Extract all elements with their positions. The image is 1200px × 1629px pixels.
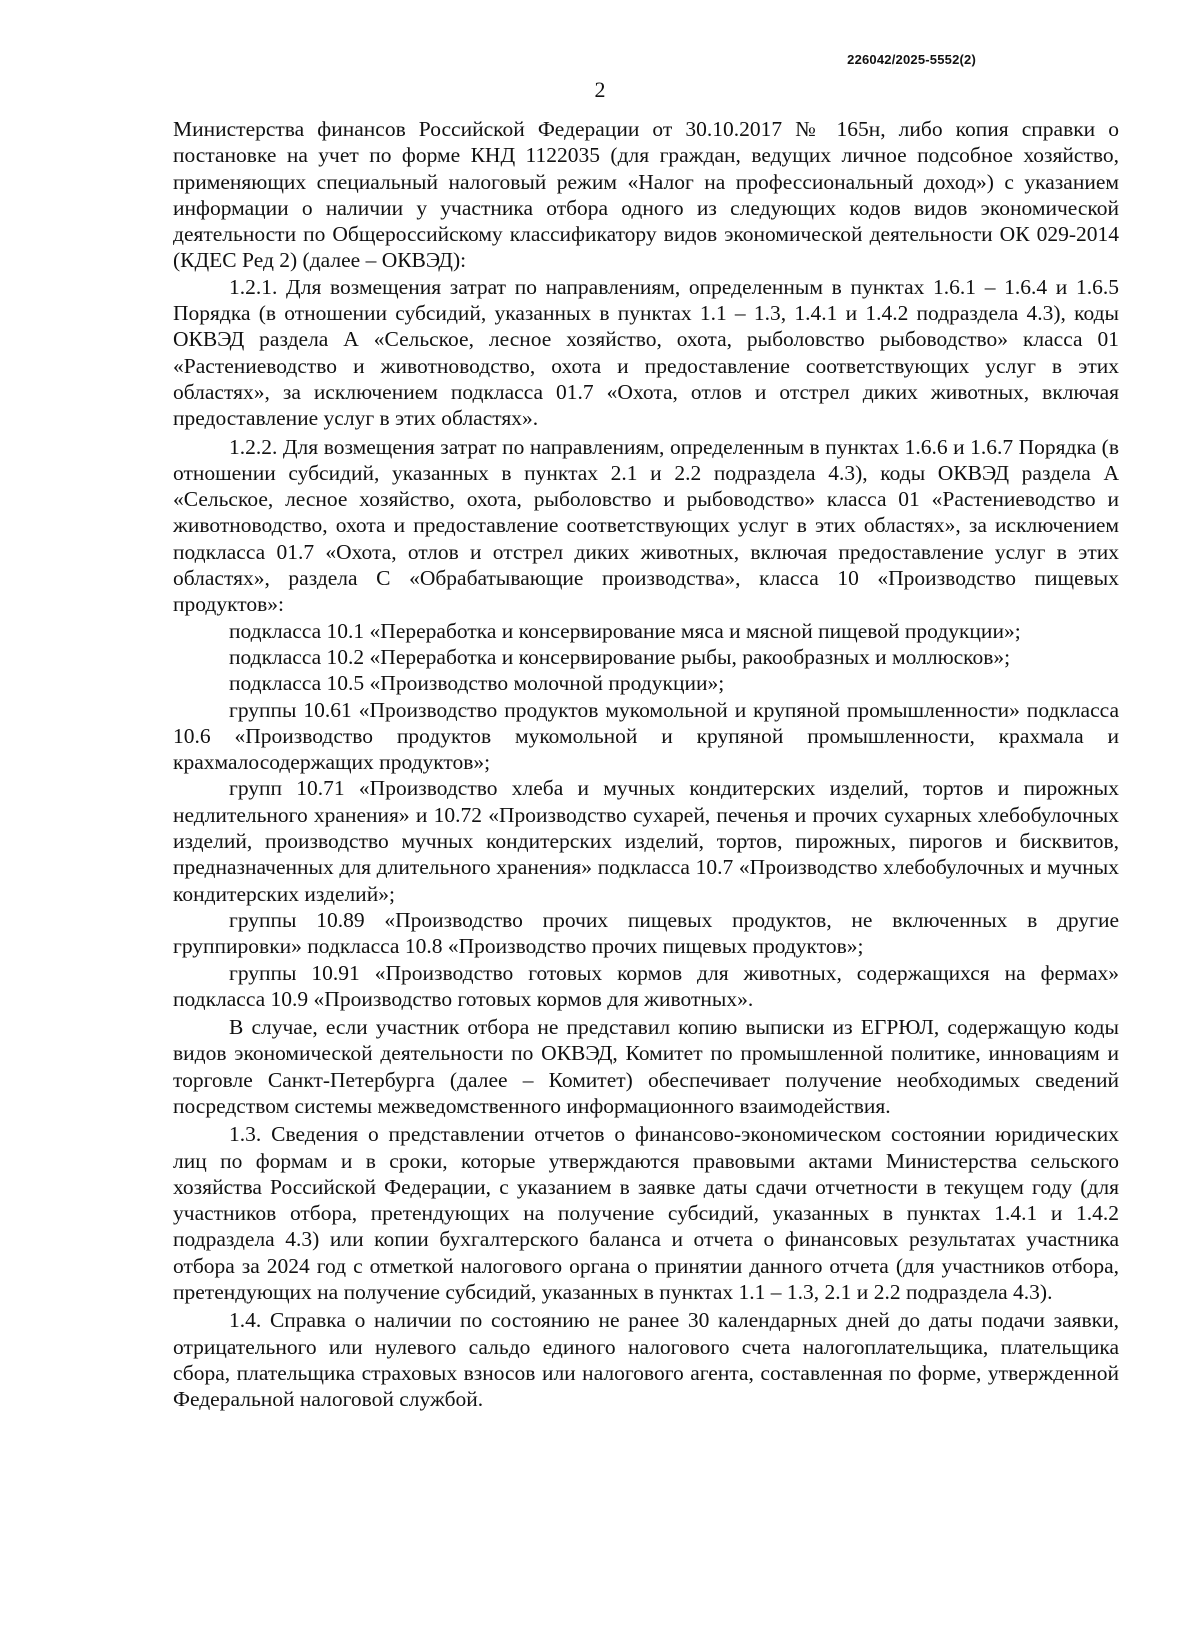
- paragraph-1-3: 1.3. Сведения о представлении отчетов о финансово-экономическом состоянии юридических лиц по формам и в сроки, которые утверждаются правовыми актами Министерства сельского хозяйства Российской Федерации, с указанием в заявке даты сдачи отчетности в текущем году (для участников отбора, претендующих на получение субсидий, указанных в пунктах 1.4.1 и 1.4.2 подраздела 4.3) или копии бухгалтерского баланса и отчета о финансовых результатах участника отбора за 2024 год с отметкой налогового органа о принятии данного отчета (для участников отбора, претендующих на получение субсидий, указанных в пунктах 1.1 – 1.3, 2.1 и 2.2 подраздела 4.3).: [173, 1122, 1119, 1305]
- list-item-subclass-10-1: подкласса 10.1 «Переработка и консервирование мяса и мясной пищевой продукции»;: [229, 618, 1021, 643]
- list-item-group-10-61: группы 10.61 «Производство продуктов мукомольной и крупяной промышленности» подкласса 10.6 «Производство продуктов мукомольной и крупяной промышленности, крахмала и крахмалосодержащих продуктов»;: [173, 697, 1119, 775]
- document-id: 226042/2025-5552(2): [847, 52, 976, 67]
- paragraph-egrul-note: В случае, если участник отбора не представил копию выписки из ЕГРЮЛ, содержащую коды видов экономической деятельности по ОКВЭД, Комитет по промышленной политике, инновациям и торговле Санкт-Петербурга (далее – Комитет) обеспечивает получение необходимых сведений посредством системы межведомственного информационного взаимодействия.: [173, 1015, 1119, 1118]
- paragraph-continuation: Министерства финансов Российской Федерации от 30.10.2017 № 165н, либо копия справки о постановке на учет по форме КНД 1122035 (для граждан, ведущих личное подсобное хозяйство, применяющих специальный налоговый режим «Налог на профессиональный доход») с указанием информации о наличии у участника отбора одного из следующих кодов видов экономической деятельности по Общероссийскому классификатору видов экономической деятельности ОК 029-2014 (КДЕС Ред 2) (далее – ОКВЭД):: [173, 117, 1119, 273]
- list-item-group-10-91: группы 10.91 «Производство готовых кормов для животных, содержащихся на фермах» подкласса 10.9 «Производство готовых кормов для животных».: [173, 960, 1119, 1011]
- list-item-group-10-89: группы 10.89 «Производство прочих пищевых продуктов, не включенных в другие группировки» подкласса 10.8 «Производство прочих пищевых продуктов»;: [173, 907, 1119, 959]
- list-item-groups-10-71-10-72: групп 10.71 «Производство хлеба и мучных кондитерских изделий, тортов и пирожных недлительного хранения» и 10.72 «Производство сухарей, печенья и прочих сухарных хлебобулочных изделий, производство мучных кондитерских изделий, тортов, пирожных, пирогов и бисквитов, предназначенных для длительного хранения» подкласса 10.7 «Производство хлебобулочных и мучных кондитерских изделий»;: [173, 776, 1119, 906]
- document-body: [173, 116, 1119, 1413]
- list-item-subclass-10-2: подкласса 10.2 «Переработка и консервирование рыбы, ракообразных и моллюсков»;: [229, 644, 1011, 669]
- paragraph-1-4: 1.4. Справка о наличии по состоянию не ранее 30 календарных дней до даты подачи заявки, отрицательного или нулевого сальдо единого налогового счета налогоплательщика, плательщика сбора, плательщика страховых взносов или налогового агента, составленная по форме, утвержденной Федеральной налоговой службой.: [173, 1308, 1119, 1412]
- paragraph-1-2-1: 1.2.1. Для возмещения затрат по направлениям, определенным в пунктах 1.6.1 – 1.6.4 и 1.6.5 Порядка (в отношении субсидий, указанных в пунктах 1.1 – 1.3, 1.4.1 и 1.4.2 подраздела 4.3), коды ОКВЭД раздела А «Сельское, лесное хозяйство, охота, рыболовство рыбоводство» класса 01 «Растениеводство и животноводство, охота и предоставление соответствующих услуг в этих областях», за исключением подкласса 01.7 «Охота, отлов и отстрел диких животных, включая предоставление услуг в этих областях».: [173, 274, 1119, 431]
- page-number: 2: [594, 77, 606, 102]
- list-item-subclass-10-5: подкласса 10.5 «Производство молочной продукции»;: [229, 671, 725, 696]
- paragraph-1-2-2: 1.2.2. Для возмещения затрат по направлениям, определенным в пунктах 1.6.6 и 1.6.7 Порядка (в отношении субсидий, указанных в пунктах 2.1 и 2.2 подраздела 4.3), коды ОКВЭД раздела А «Сельское, лесное хозяйство, охота, рыболовство и рыбоводство» класса 01 «Растениеводство и животноводство, охота и предоставление соответствующих услуг в этих областях», за исключением подкласса 01.7 «Охота, отлов и отстрел диких животных, включая предоставление услуг в этих областях», раздела С «Обрабатывающие производства», класса 10 «Производство пищевых продуктов»:: [173, 434, 1119, 617]
